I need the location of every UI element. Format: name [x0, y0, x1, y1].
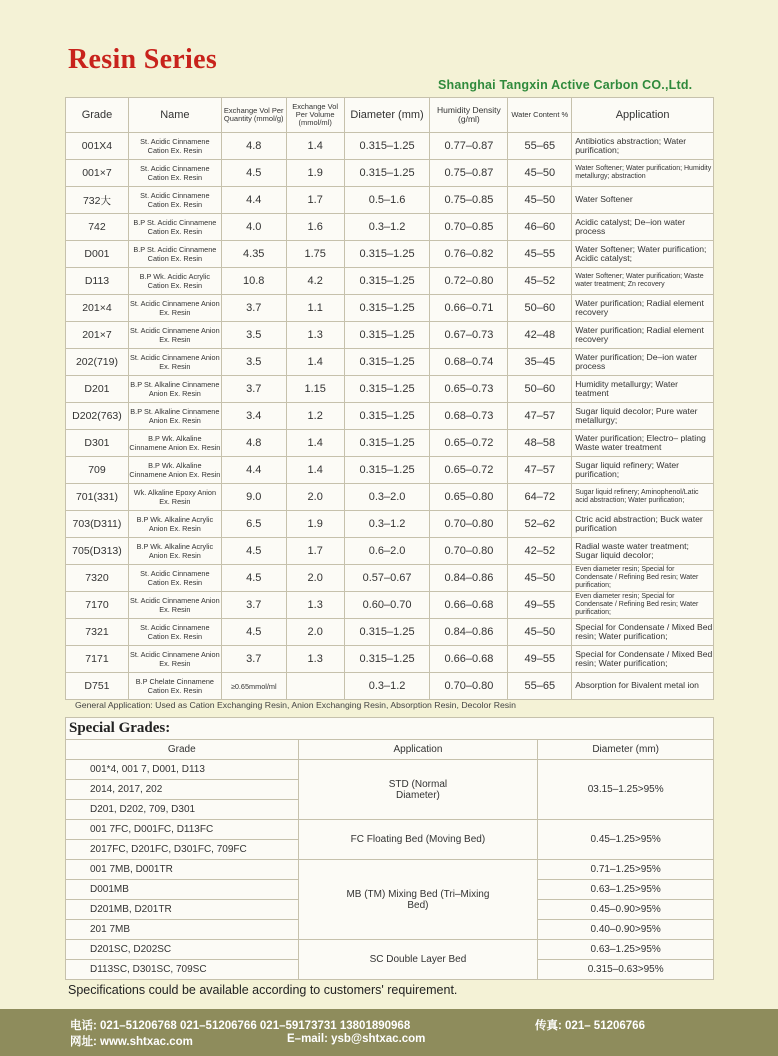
application: Water Softener; Water purification; Humidity metallurgy; abstraction [572, 160, 714, 187]
header-grade: Grade [66, 98, 129, 133]
application: Sugar liquid decolor; Pure water metallurgy; [572, 403, 714, 430]
water-content: 42–48 [508, 322, 572, 349]
special-title-row [66, 718, 714, 740]
std-application-text: STD (Normal Diameter) [388, 778, 448, 801]
special-grades-table [65, 717, 714, 980]
resin-grade: 7321 [66, 619, 129, 646]
special-grade: 201 7MB [66, 920, 299, 940]
header-diameter: Diameter (mm) [344, 98, 430, 133]
resin-grade: D113 [66, 268, 129, 295]
diameter: 0.315–1.25 [344, 160, 430, 187]
company-name: Shanghai Tangxin Active Carbon CO.,Ltd. [438, 78, 693, 92]
exchange-volume: 4.2 [286, 268, 344, 295]
exchange-volume: 1.6 [286, 214, 344, 241]
exchange-quantity: 4.5 [221, 565, 286, 592]
water-content: 55–65 [508, 133, 572, 160]
water-content: 48–58 [508, 430, 572, 457]
special-diameter-mb: 0.63–1.25>95% [538, 880, 714, 900]
diameter: 0.6–2.0 [344, 538, 430, 565]
table-row [66, 295, 714, 322]
application: Even diameter resin; Special for Condensate / Refining Bed resin; Water purification; [572, 565, 714, 592]
resin-name: St. Acidic Cinnamene Cation Ex. Resin [128, 160, 221, 187]
exchange-volume: 1.4 [286, 457, 344, 484]
water-content: 45–52 [508, 268, 572, 295]
diameter: 0.315–1.25 [344, 619, 430, 646]
resin-name: B.P Wk. Alkaline Cinnamene Anion Ex. Resin [128, 457, 221, 484]
resin-grade: 7170 [66, 592, 129, 619]
diameter: 0.315–1.25 [344, 457, 430, 484]
exchange-quantity: 4.5 [221, 160, 286, 187]
application: Absorption for Bivalent metal ion [572, 673, 714, 700]
special-diameter-mb: 0.45–0.90>95% [538, 900, 714, 920]
table-row [66, 241, 714, 268]
diameter: 0.315–1.25 [344, 349, 430, 376]
resin-name: B.P St. Alkaline Cinnamene Anion Ex. Resin [128, 403, 221, 430]
footer-website[interactable]: 网址: www.shtxac.com [70, 1036, 193, 1048]
humidity-density: 0.70–0.80 [430, 511, 508, 538]
diameter: 0.315–1.25 [344, 133, 430, 160]
diameter: 0.315–1.25 [344, 403, 430, 430]
general-application: General Application: Used as Cation Exchanging Resin, Anion Exchanging Resin, Absorption Resin, Decolor Resin [75, 700, 516, 710]
resin-grade: D202(763) [66, 403, 129, 430]
water-content: 45–50 [508, 187, 572, 214]
table-row [66, 619, 714, 646]
resin-grade: 201×7 [66, 322, 129, 349]
resin-name: B.P St. Acidic Cinnamene Cation Ex. Resin [128, 241, 221, 268]
special-header-application: Application [298, 740, 538, 760]
humidity-density: 0.76–0.82 [430, 241, 508, 268]
table-row [66, 430, 714, 457]
resin-name: St. Acidic Cinnamene Cation Ex. Resin [128, 565, 221, 592]
special-diameter-mb: 0.40–0.90>95% [538, 920, 714, 940]
humidity-density: 0.66–0.68 [430, 646, 508, 673]
header-water-content: Water Content % [508, 98, 572, 133]
water-content: 45–50 [508, 160, 572, 187]
application: Antibiotics abstraction; Water purification; [572, 133, 714, 160]
special-diameter-mb: 0.71–1.25>95% [538, 860, 714, 880]
water-content: 45–55 [508, 241, 572, 268]
humidity-density: 0.65–0.72 [430, 457, 508, 484]
table-row [66, 538, 714, 565]
resin-grade: D201 [66, 376, 129, 403]
resin-table-body [66, 133, 714, 700]
humidity-density: 0.65–0.72 [430, 430, 508, 457]
header-density: Humidity Density (g/ml) [430, 98, 508, 133]
diameter: 0.3–1.2 [344, 214, 430, 241]
humidity-density: 0.77–0.87 [430, 133, 508, 160]
table-row [66, 268, 714, 295]
exchange-volume: 1.7 [286, 538, 344, 565]
table-row [66, 511, 714, 538]
diameter: 0.315–1.25 [344, 322, 430, 349]
special-diameter-fc: 0.45–1.25>95% [538, 820, 714, 860]
special-grade: 001*4, 001 7, D001, D113 [66, 760, 299, 780]
resin-name: St. Acidic Cinnamene Anion Ex. Resin [128, 592, 221, 619]
exchange-quantity: 3.7 [221, 376, 286, 403]
special-grade: D201MB, D201TR [66, 900, 299, 920]
resin-name: B.P Wk. Alkaline Acrylic Anion Ex. Resin [128, 538, 221, 565]
diameter: 0.315–1.25 [344, 268, 430, 295]
humidity-density: 0.75–0.85 [430, 187, 508, 214]
table-row [66, 760, 714, 780]
special-grades-title: Special Grades: [66, 718, 714, 740]
special-header-row [66, 740, 714, 760]
water-content: 35–45 [508, 349, 572, 376]
resin-grade: 001X4 [66, 133, 129, 160]
humidity-density: 0.68–0.74 [430, 349, 508, 376]
humidity-density: 0.84–0.86 [430, 619, 508, 646]
exchange-volume [286, 673, 344, 700]
header-application: Application [572, 98, 714, 133]
special-grade: D001MB [66, 880, 299, 900]
application: Water purification; De–ion water process [572, 349, 714, 376]
water-content: 42–52 [508, 538, 572, 565]
exchange-quantity: 3.7 [221, 646, 286, 673]
table-row [66, 457, 714, 484]
resin-grade: 705(D313) [66, 538, 129, 565]
exchange-volume: 1.4 [286, 133, 344, 160]
exchange-quantity: 4.35 [221, 241, 286, 268]
exchange-quantity: 4.0 [221, 214, 286, 241]
resin-grade: 742 [66, 214, 129, 241]
diameter: 0.5–1.6 [344, 187, 430, 214]
water-content: 52–62 [508, 511, 572, 538]
resin-name: B.P St. Alkaline Cinnamene Anion Ex. Resin [128, 376, 221, 403]
resin-name: B.P Wk. Alkaline Acrylic Anion Ex. Resin [128, 511, 221, 538]
resin-name: Wk. Alkaline Epoxy Anion Ex. Resin [128, 484, 221, 511]
table-row [66, 403, 714, 430]
application: Water Softener; Water purification; Acidic catalyst; [572, 241, 714, 268]
water-content: 50–60 [508, 295, 572, 322]
exchange-quantity: 3.4 [221, 403, 286, 430]
exchange-volume: 1.9 [286, 511, 344, 538]
exchange-volume: 1.1 [286, 295, 344, 322]
water-content: 49–55 [508, 592, 572, 619]
resin-name: B.P Chelate Cinnamene Cation Ex. Resin [128, 673, 221, 700]
header-exchange-volume: Exchange Vol Per Volume (mmol/ml) [286, 98, 344, 133]
resin-name: St. Acidic Cinnamene Anion Ex. Resin [128, 295, 221, 322]
exchange-volume: 1.3 [286, 322, 344, 349]
special-grade: 001 7MB, D001TR [66, 860, 299, 880]
exchange-quantity: 4.8 [221, 430, 286, 457]
table-row [66, 133, 714, 160]
special-application-fc [298, 820, 538, 860]
exchange-volume: 1.15 [286, 376, 344, 403]
table-row [66, 592, 714, 619]
exchange-quantity: ≥0.65mmol/ml [221, 673, 286, 700]
exchange-quantity: 3.7 [221, 592, 286, 619]
table-row [66, 565, 714, 592]
exchange-quantity: 9.0 [221, 484, 286, 511]
resin-grade: 709 [66, 457, 129, 484]
diameter: 0.315–1.25 [344, 646, 430, 673]
resin-grade: 7320 [66, 565, 129, 592]
application: Water Softener [572, 187, 714, 214]
resin-grade: 701(331) [66, 484, 129, 511]
table-row [66, 214, 714, 241]
humidity-density: 0.66–0.68 [430, 592, 508, 619]
water-content: 47–57 [508, 403, 572, 430]
special-grade: D201SC, D202SC [66, 940, 299, 960]
exchange-quantity: 4.4 [221, 457, 286, 484]
exchange-volume: 2.0 [286, 619, 344, 646]
resin-name: B.P St. Acidic Cinnamene Cation Ex. Resin [128, 214, 221, 241]
water-content: 49–55 [508, 646, 572, 673]
table-row [66, 673, 714, 700]
exchange-volume: 1.4 [286, 349, 344, 376]
water-content: 55–65 [508, 673, 572, 700]
resin-grade: D751 [66, 673, 129, 700]
diameter: 0.60–0.70 [344, 592, 430, 619]
resin-grade: 201×4 [66, 295, 129, 322]
footnote: Specifications could be available according to customers' requirement. [68, 983, 458, 997]
special-diameter-sc: 0.315–0.63>95% [538, 960, 714, 980]
special-grade: D113SC, D301SC, 709SC [66, 960, 299, 980]
resin-grade: D001 [66, 241, 129, 268]
diameter: 0.315–1.25 [344, 430, 430, 457]
exchange-volume: 2.0 [286, 565, 344, 592]
exchange-quantity: 4.5 [221, 538, 286, 565]
resin-name: St. Acidic Cinnamene Anion Ex. Resin [128, 349, 221, 376]
table-row [66, 860, 714, 880]
exchange-quantity: 6.5 [221, 511, 286, 538]
diameter: 0.3–1.2 [344, 511, 430, 538]
exchange-volume: 1.7 [286, 187, 344, 214]
application: Even diameter resin; Special for Condensate / Refining Bed resin; Water purification; [572, 592, 714, 619]
footer-fax: 传真: 021– 51206766 [535, 1020, 645, 1032]
application: Sugar liquid refinery; Water purification; [572, 457, 714, 484]
table-row [66, 322, 714, 349]
resin-table [65, 97, 714, 700]
humidity-density: 0.65–0.80 [430, 484, 508, 511]
exchange-quantity: 4.8 [221, 133, 286, 160]
exchange-volume: 1.75 [286, 241, 344, 268]
page-title: Resin Series [68, 44, 218, 75]
exchange-quantity: 10.8 [221, 268, 286, 295]
application: Water Softener; Water purification; Waste water treatment; Zn recovery [572, 268, 714, 295]
table-row [66, 820, 714, 840]
humidity-density: 0.70–0.80 [430, 673, 508, 700]
special-header-diameter: Diameter (mm) [538, 740, 714, 760]
humidity-density: 0.70–0.85 [430, 214, 508, 241]
special-header-grade: Grade [66, 740, 299, 760]
exchange-volume: 1.2 [286, 403, 344, 430]
resin-name: St. Acidic Cinnamene Anion Ex. Resin [128, 646, 221, 673]
exchange-volume: 2.0 [286, 484, 344, 511]
special-diameter-std: 03.15–1.25>95% [538, 760, 714, 820]
special-grade: 2014, 2017, 202 [66, 780, 299, 800]
table-row [66, 940, 714, 960]
exchange-volume: 1.3 [286, 592, 344, 619]
table-row [66, 160, 714, 187]
table-row [66, 187, 714, 214]
application: Acidic catalyst; De–ion water process [572, 214, 714, 241]
diameter: 0.315–1.25 [344, 376, 430, 403]
special-application-std [298, 760, 538, 820]
resin-grade: D301 [66, 430, 129, 457]
resin-grade: 703(D311) [66, 511, 129, 538]
resin-name: St. Acidic Cinnamene Cation Ex. Resin [128, 619, 221, 646]
header-name: Name [128, 98, 221, 133]
humidity-density: 0.75–0.87 [430, 160, 508, 187]
special-grade: 001 7FC, D001FC, D113FC [66, 820, 299, 840]
water-content: 45–50 [508, 565, 572, 592]
sc-application-text: SC Double Layer Bed [369, 954, 467, 965]
humidity-density: 0.65–0.73 [430, 376, 508, 403]
diameter: 0.57–0.67 [344, 565, 430, 592]
exchange-quantity: 3.7 [221, 295, 286, 322]
resin-name: B.P Wk. Acidic Acrylic Cation Ex. Resin [128, 268, 221, 295]
special-diameter-sc: 0.63–1.25>95% [538, 940, 714, 960]
application: Ctric acid abstraction; Buck water purification [572, 511, 714, 538]
resin-grade: 732大 [66, 187, 129, 214]
footer-bar [0, 1009, 778, 1056]
resin-name: St. Acidic Cinnamene Anion Ex. Resin [128, 322, 221, 349]
resin-name: St. Acidic Cinnamene Cation Ex. Resin [128, 187, 221, 214]
application: Water purification; Radial element recovery [572, 295, 714, 322]
special-grade: 2017FC, D201FC, D301FC, 709FC [66, 840, 299, 860]
exchange-quantity: 4.4 [221, 187, 286, 214]
exchange-volume: 1.4 [286, 430, 344, 457]
resin-grade: 001×7 [66, 160, 129, 187]
diameter: 0.3–2.0 [344, 484, 430, 511]
special-application-mb [298, 860, 538, 940]
footer-phone: 电话: 021–51206768 021–51206766 021–59173731 13801890968 [70, 1020, 411, 1032]
exchange-quantity: 3.5 [221, 349, 286, 376]
humidity-density: 0.72–0.80 [430, 268, 508, 295]
humidity-density: 0.84–0.86 [430, 565, 508, 592]
resin-name: St. Acidic Cinnamene Cation Ex. Resin [128, 133, 221, 160]
exchange-volume: 1.9 [286, 160, 344, 187]
exchange-quantity: 4.5 [221, 619, 286, 646]
application: Water purification; Electro– plating Waste water treatment [572, 430, 714, 457]
resin-name: B.P Wk. Alkaline Cinnamene Anion Ex. Resin [128, 430, 221, 457]
mb-application-text: MB (TM) Mixing Bed (Tri–Mixing Bed) [346, 888, 490, 911]
fc-application-text: FC Floating Bed (Moving Bed) [350, 834, 486, 845]
exchange-quantity: 3.5 [221, 322, 286, 349]
humidity-density: 0.67–0.73 [430, 322, 508, 349]
table-row [66, 484, 714, 511]
diameter: 0.315–1.25 [344, 241, 430, 268]
table-row [66, 349, 714, 376]
resin-grade: 202(719) [66, 349, 129, 376]
application: Radial waste water treatment; Sugar liquid decolor; [572, 538, 714, 565]
application: Water purification; Radial element recovery [572, 322, 714, 349]
water-content: 45–50 [508, 619, 572, 646]
humidity-density: 0.68–0.73 [430, 403, 508, 430]
table-row [66, 646, 714, 673]
diameter: 0.315–1.25 [344, 295, 430, 322]
special-grade: D201, D202, 709, D301 [66, 800, 299, 820]
exchange-volume: 1.3 [286, 646, 344, 673]
diameter: 0.3–1.2 [344, 673, 430, 700]
humidity-density: 0.66–0.71 [430, 295, 508, 322]
water-content: 46–60 [508, 214, 572, 241]
table-row [66, 376, 714, 403]
resin-grade: 7171 [66, 646, 129, 673]
header-exchange-quantity: Exchange Vol Per Quantity (mmol/g) [221, 98, 286, 133]
water-content: 64–72 [508, 484, 572, 511]
special-application-sc [298, 940, 538, 980]
application: Special for Condensate / Mixed Bed resin; Water purification; [572, 646, 714, 673]
water-content: 47–57 [508, 457, 572, 484]
water-content: 50–60 [508, 376, 572, 403]
application: Sugar liquid refinery; Aminophenol/Latic acid abstraction; Water purification; [572, 484, 714, 511]
footer-email[interactable]: E–mail: ysb@shtxac.com [287, 1033, 426, 1045]
table-header-row [66, 98, 714, 133]
humidity-density: 0.70–0.80 [430, 538, 508, 565]
application: Humidity metallurgy; Water teatment [572, 376, 714, 403]
application: Special for Condensate / Mixed Bed resin; Water purification; [572, 619, 714, 646]
